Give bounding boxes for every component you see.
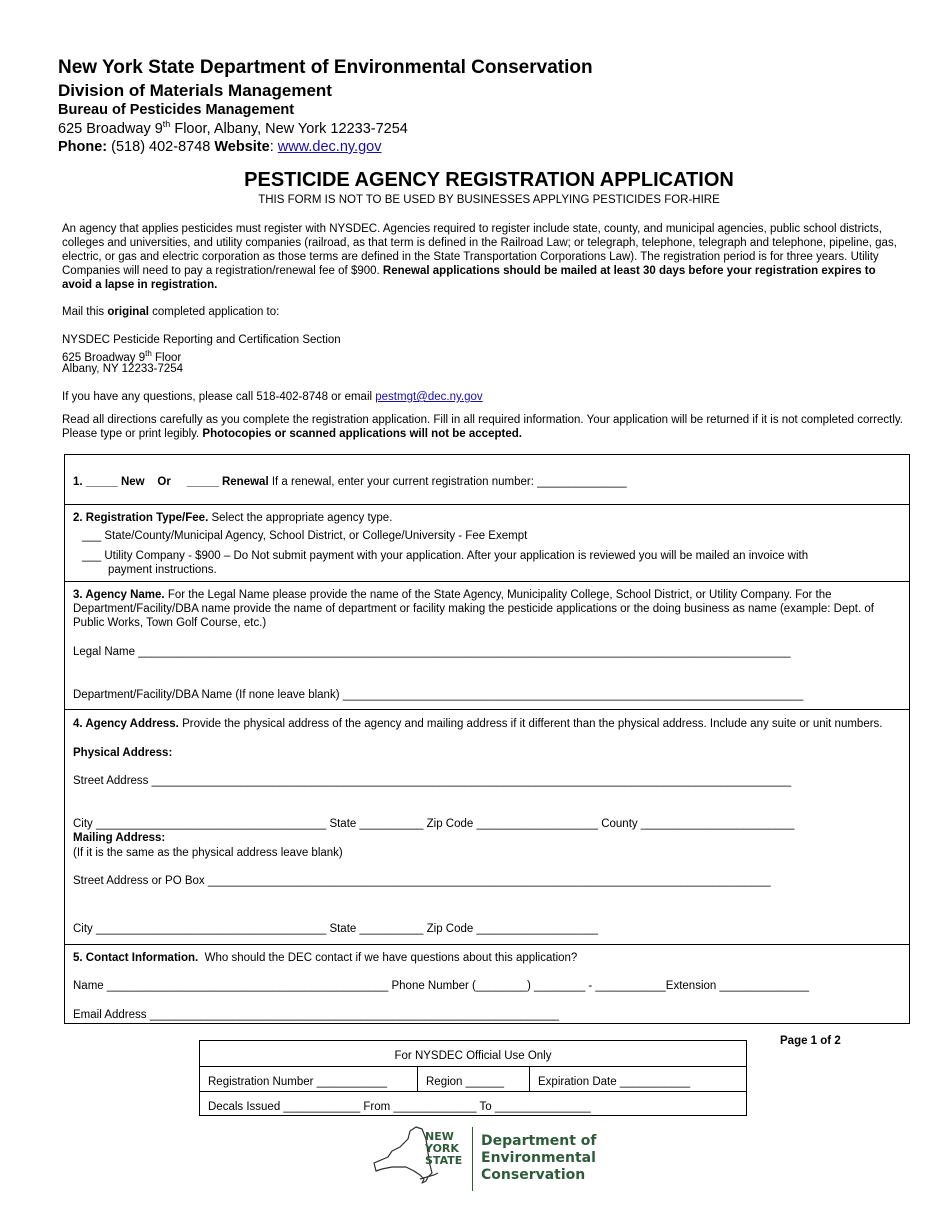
section-1-new-renewal xyxy=(65,455,909,504)
dec-logo xyxy=(372,1125,602,1195)
intro-paragraph: An agency that applies pesticides must register with NYSDEC. Agencies required to register include state, county, and municipal agencies, public school districts, colleges and universities, and utility companies (railroad, as that term is defined in the Railroad Law; or telegraph, telephone, telegraph and telephone, pipeline, gas, electric, or gas and electric corporation as those terms are defined in the State Transportation Corporations Law). The registration period is for three years. Utility Companies will need to pay a registration/renewal fee of $900. Renewal applications should be mailed at least 30 days before your registration expires to avoid a lapse in registration. xyxy=(62,223,897,291)
new-renewal-line[interactable]: 1. _____ New Or _____ Renewal If a renewal, enter your current registration number: ______________ xyxy=(73,476,627,488)
website-link[interactable]: www.dec.ny.gov xyxy=(277,139,382,155)
division-name: Division of Materials Management xyxy=(58,81,332,100)
logo-divider xyxy=(472,1127,473,1191)
page-number: Page 1 of 2 xyxy=(780,1035,841,1047)
mail-address-line3: Albany, NY 12233-7254 xyxy=(62,363,184,375)
header-address: 625 Broadway 9th Floor, Albany, New York 12233-7254 xyxy=(58,119,408,137)
mail-address-line1: NYSDEC Pesticide Reporting and Certification Section xyxy=(62,334,341,346)
decals-issued-field[interactable]: Decals Issued ____________ From _____________ To _______________ xyxy=(208,1101,591,1113)
org-name: New York State Department of Environmental Conservation xyxy=(58,57,593,78)
city-state-zip-county-field[interactable]: City ____________________________________ State __________ Zip Code ___________________ County ________________________ xyxy=(73,818,795,830)
mailing-city-state-zip-field[interactable]: City ____________________________________ State __________ Zip Code ___________________ xyxy=(73,923,599,935)
registration-type-heading: 2. Registration Type/Fee. Select the appropriate agency type. xyxy=(73,512,393,524)
application-form xyxy=(64,454,910,1024)
directions-paragraph: Read all directions carefully as you complete the registration application. Fill in all required information. Your application will be returned if it is not completed correctly. Please type or print legibly. Photocopies or scanned applications will not be accepted. xyxy=(62,414,903,440)
logo-state-line3: STATE xyxy=(425,1154,463,1167)
form-subtitle: THIS FORM IS NOT TO BE USED BY BUSINESSES APPLYING PESTICIDES FOR-HIRE xyxy=(258,194,720,206)
physical-address-label: Physical Address: xyxy=(73,747,173,759)
contact-name-phone-field[interactable]: Name ____________________________________________ Phone Number (________) ________ - ___________Extension ______________ xyxy=(73,980,810,992)
section-4-agency-address xyxy=(65,709,909,944)
logo-dept-line2: Environmental xyxy=(481,1150,596,1166)
official-use-row-2 xyxy=(200,1091,746,1116)
street-address-field[interactable]: Street Address ____________________________________________________________________________________________________ xyxy=(73,775,792,787)
bureau-name: Bureau of Pesticides Management xyxy=(58,102,295,118)
form-title: PESTICIDE AGENCY REGISTRATION APPLICATION xyxy=(244,169,734,191)
dba-name-field[interactable]: Department/Facility/DBA Name (If none leave blank) ________________________________________________________________________ xyxy=(73,689,804,701)
logo-dept-line3: Conservation xyxy=(481,1167,586,1183)
logo-state-line1: NEW xyxy=(425,1130,454,1143)
official-use-row-1 xyxy=(200,1066,746,1091)
agency-name-instructions: 3. Agency Name. For the Legal Name please provide the name of the State Agency, Municipality College, School District, or Utility Company. For the Department/Facility/DBA name provide the name of department or facility making the pesticide applications or the doing business as name (example: Dept. of Public Works, Town Golf Course, etc.) xyxy=(73,589,874,629)
mailing-street-field[interactable]: Street Address or PO Box ________________________________________________________________________________________ xyxy=(73,875,771,887)
expiration-date-field[interactable]: Expiration Date ___________ xyxy=(538,1076,691,1088)
section-2-registration-type xyxy=(65,504,909,581)
option-utility-company-cont: payment instructions. xyxy=(108,564,217,576)
mail-address-line2: 625 Broadway 9th Floor xyxy=(62,349,182,364)
option-utility-company[interactable]: ___ Utility Company - $900 – Do Not submit payment with your application. After your application is reviewed you will be mailed an invoice with xyxy=(82,550,809,562)
questions-line: If you have any questions, please call 518-402-8748 or email pestmgt@dec.ny.gov xyxy=(62,391,483,403)
section-5-contact-info xyxy=(65,944,909,1025)
contact-info-heading: 5. Contact Information. Who should the DEC contact if we have questions about this application? xyxy=(73,952,578,964)
official-use-title-row xyxy=(200,1041,746,1066)
email-link[interactable]: pestmgt@dec.ny.gov xyxy=(375,391,483,403)
region-field[interactable]: Region ______ xyxy=(426,1076,505,1088)
official-use-box xyxy=(199,1040,747,1116)
mailing-address-note: (If it is the same as the physical address leave blank) xyxy=(73,847,343,859)
header-contact: Phone: (518) 402-8748 Website: www.dec.ny.gov xyxy=(58,139,382,155)
registration-number-field[interactable]: Registration Number ___________ xyxy=(208,1076,388,1088)
logo-state-line2: YORK xyxy=(425,1142,459,1155)
official-use-title: For NYSDEC Official Use Only xyxy=(394,1050,552,1062)
legal-name-field[interactable]: Legal Name ______________________________________________________________________________________________________ xyxy=(73,646,791,658)
agency-address-instructions: 4. Agency Address. Provide the physical address of the agency and mailing address if it different than the physical address. Include any suite or unit numbers. xyxy=(73,718,883,730)
mail-instruction: Mail this original completed application to: xyxy=(62,306,280,318)
option-state-agency[interactable]: ___ State/County/Municipal Agency, School District, or College/University - Fee Exempt xyxy=(82,530,528,542)
contact-email-field[interactable]: Email Address ________________________________________________________________ xyxy=(73,1009,560,1021)
section-3-agency-name xyxy=(65,581,909,709)
logo-dept-line1: Department of xyxy=(481,1133,597,1149)
mailing-address-label: Mailing Address: xyxy=(73,832,166,844)
